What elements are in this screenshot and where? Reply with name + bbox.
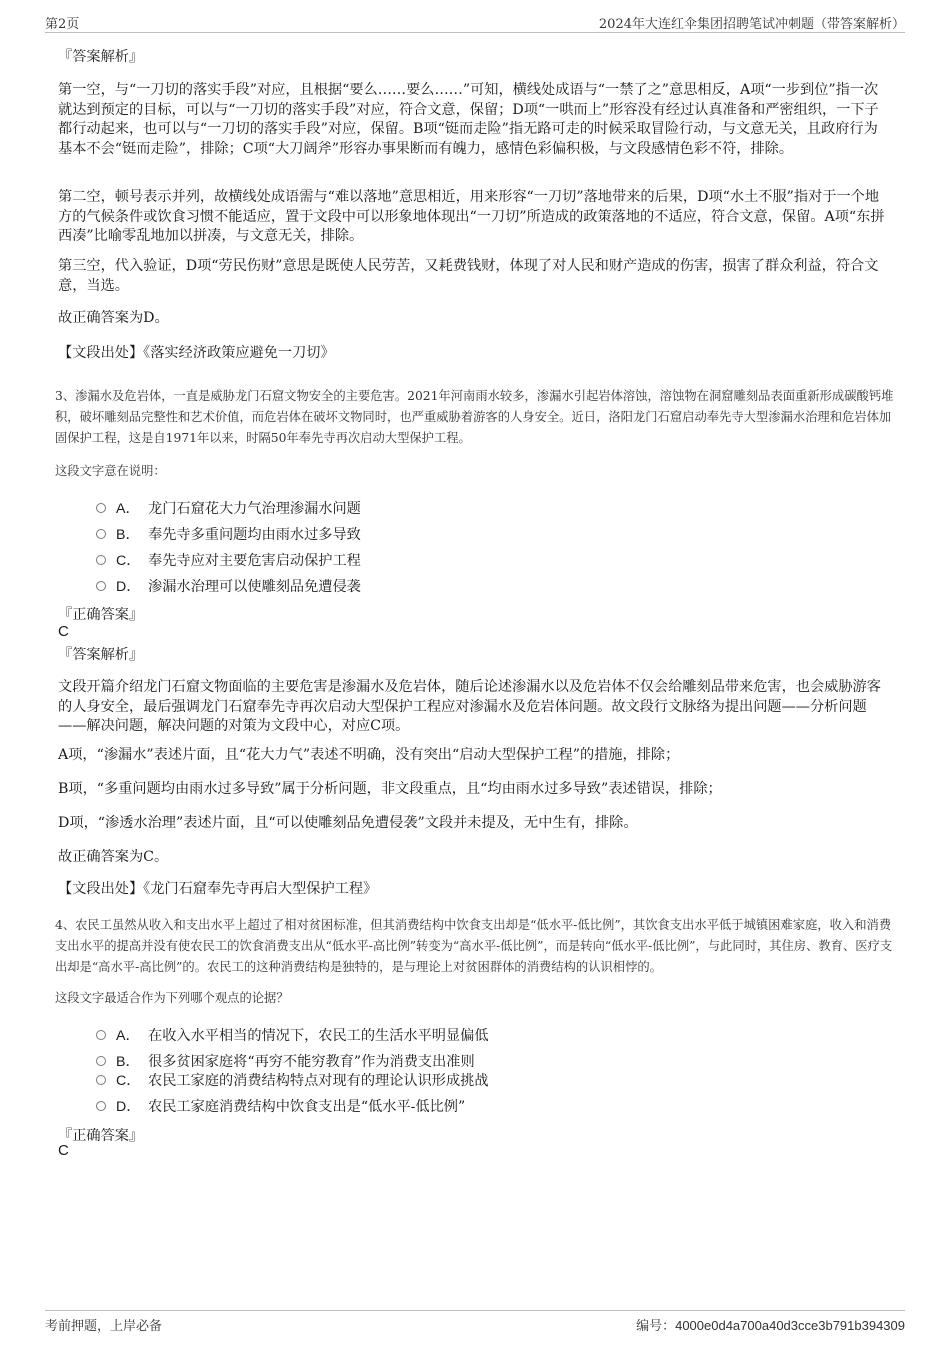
page-number: 第2页: [45, 17, 80, 32]
analysis-paragraph: 第三空，代入验证，D项“劳民伤财”意思是既使人民劳苦，又耗费钱财，体现了对人民和财产造成的伤害，损害了群众利益，符合文意，当选。: [58, 258, 879, 294]
option-c[interactable]: C． 奉先寺应对主要危害启动保护工程: [96, 550, 361, 570]
option-a[interactable]: A． 龙门石窟花大力气治理渗漏水问题: [96, 498, 361, 518]
radio-icon[interactable]: [96, 503, 106, 513]
question-3-text: 3、渗漏水及危岩体，一直是威胁龙门石窟文物安全的主要危害。2021年河南雨水较多，渗漏水引起岩体溶蚀，溶蚀物在洞窟雕刻品表面重新形成碳酸钙堆积，破坏雕刻品完整性和艺术价值，而危岩体在破坏文物同时，也严重威胁着游客的人身安全。近日，洛阳龙门石窟启动奉先寺大型渗漏水治理和危岩体加固保护工程，这是自1971年以来，时隔50年奉先寺再次启动大型保护工程。: [55, 389, 894, 445]
option-d[interactable]: D． 渗漏水治理可以使雕刻品免遭侵袭: [96, 576, 361, 596]
page-footer: [45, 1310, 905, 1333]
correct-answer: C: [58, 623, 69, 640]
analysis-paragraph: A项，“渗漏水”表述片面，且“花大力气”表述不明确，没有突出“启动大型保护工程”的措施，排除；: [58, 747, 680, 763]
radio-icon[interactable]: [96, 529, 106, 539]
analysis-label: 『答案解析』: [58, 49, 144, 65]
radio-icon[interactable]: [96, 555, 106, 565]
option-b[interactable]: B． 奉先寺多重问题均由雨水过多导致: [96, 524, 361, 544]
radio-icon[interactable]: [96, 1101, 106, 1111]
option-d[interactable]: D． 农民工家庭消费结构中饮食支出是“低水平-低比例”: [96, 1096, 465, 1116]
radio-icon[interactable]: [96, 1056, 106, 1066]
radio-icon[interactable]: [96, 581, 106, 591]
page-header: [45, 10, 905, 33]
footer-slogan: 考前押题，上岸必备: [45, 1319, 163, 1334]
question-3-prompt: 这段文字意在说明：: [55, 464, 166, 478]
analysis-paragraph: D项，“渗透水治理”表述片面，且“可以使雕刻品免遭侵袭”文段并未提及，无中生有，排除。: [58, 815, 638, 831]
option-b[interactable]: B． 很多贫困家庭将“再穷不能穷教育”作为消费支出准则: [96, 1051, 475, 1071]
radio-icon[interactable]: [96, 1030, 106, 1040]
analysis-paragraph: B项，“多重问题均由雨水过多导致”属于分析问题，非文段重点，且“均由雨水过多导致”表述错误，排除；: [58, 781, 722, 797]
analysis-paragraph: 文段开篇介绍龙门石窟文物面临的主要危害是渗漏水及危岩体，随后论述渗漏水以及危岩体不仅会给雕刻品带来危害，也会威胁游客的人身安全，最后强调龙门石窟奉先寺再次启动大型保护工程应对渗漏水及危岩体问题。故文段行文脉络为提出问题——分析问题——解决问题，解决问题的对策为文段中心，对应C项。: [58, 679, 881, 734]
source-citation: 【文段出处】《龙门石窟奉先寺再启大型保护工程》: [58, 881, 378, 897]
radio-icon[interactable]: [96, 1075, 106, 1085]
correct-answer-label: 『正确答案』: [58, 1128, 144, 1144]
analysis-paragraph: 第一空，与“一刀切的落实手段”对应，且根据“要么……要么……”可知，横线处成语与“一禁了之”意思相反，A项“一步到位”指一次就达到预定的目标，可以与“一刀切的落实手段”对应，符合文意，保留；D项“一哄而上”形容没有经过认真准备和严密组织，一下子都行动起来，也可以与“一刀切的落实手段”对应，保留。B项“铤而走险”指无路可走的时候采取冒险行动，与文意无关，且政府行为基本不会“铤而走险”，排除；C项“大刀阔斧”形容办事果断而有魄力，感情色彩偏积极，与文段感情色彩不符，排除。: [58, 82, 879, 157]
correct-answer: C: [58, 1142, 69, 1159]
option-a[interactable]: A． 在收入水平相当的情况下，农民工的生活水平明显偏低: [96, 1025, 489, 1045]
analysis-label: 『答案解析』: [58, 647, 144, 663]
answer-conclusion: 故正确答案为C。: [58, 849, 169, 865]
analysis-paragraph: 第二空，顿号表示并列，故横线处成语需与“难以落地”意思相近，用来形容“一刀切”落地带来的后果，D项“水土不服”指对于一个地方的气候条件或饮食习惯不能适应，置于文段中可以形象地体现出“一刀切”所造成的政策落地的不适应，符合文意，保留。A项“东拼西凑”比喻零乱地加以拼凑，与文意无关，排除。: [58, 189, 885, 244]
document-id: 编号：4000e0d4a700a40d3cce3b791b394309: [636, 1318, 905, 1333]
correct-answer-label: 『正确答案』: [58, 607, 144, 623]
option-c[interactable]: C． 农民工家庭的消费结构特点对现有的理论认识形成挑战: [96, 1070, 489, 1090]
document-title: 2024年大连红伞集团招聘笔试冲刺题（带答案解析）: [598, 17, 905, 32]
question-4-text: 4、农民工虽然从收入和支出水平上超过了相对贫困标准，但其消费结构中饮食支出却是“低水平-低比例”，其饮食支出水平低于城镇困难家庭，收入和消费支出水平的提高并没有使农民工的饮食消费支出从“低水平-高比例”转变为“高水平-低比例”，而是转向“低水平-低比例”，与此同时，其住房、教育、医疗支出却是“高水平-高比例”的。农民工的这种消费结构是独特的，是与理论上对贫困群体的消费结构的认识相悖的。: [55, 918, 893, 974]
answer-conclusion: 故正确答案为D。: [58, 310, 169, 326]
source-citation: 【文段出处】《落实经济政策应避免一刀切》: [58, 345, 335, 361]
question-4-prompt: 这段文字最适合作为下列哪个观点的论据？: [55, 991, 289, 1005]
